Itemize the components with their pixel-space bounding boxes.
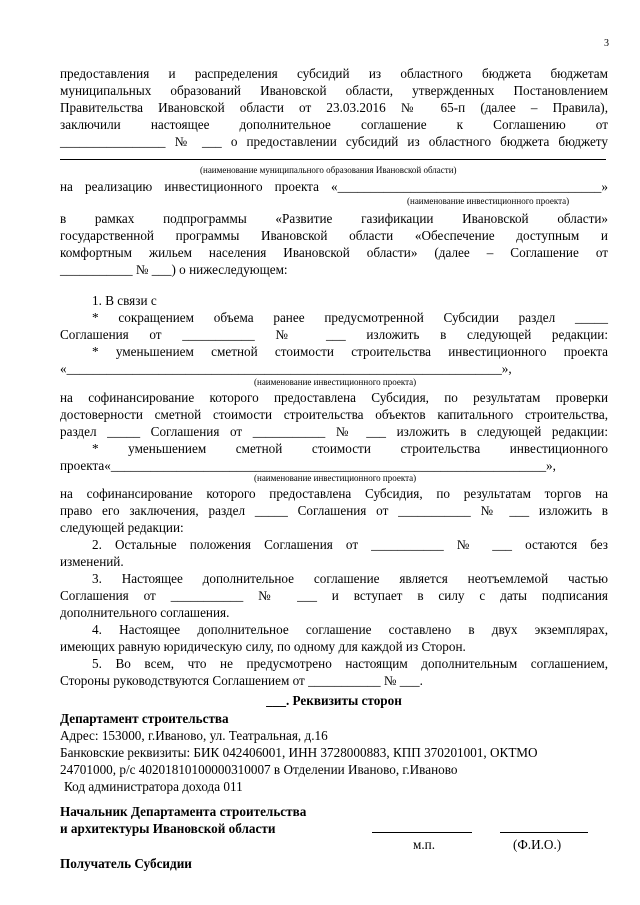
text-line: 5. Во всем, что не предусмотрено настоящим дополнительным соглашением, [92, 656, 608, 671]
name-line [500, 832, 588, 833]
text-line: предоставления и распределения субсидий из областного бюджета бюджетам [60, 66, 608, 81]
full-name-label: (Ф.И.О.) [513, 837, 562, 852]
text-line: муниципальных образований Ивановской области, утвержденных Постановлением [60, 83, 608, 98]
organization-name: Департамент строительства [60, 711, 229, 726]
signatory-title: и архитектуры Ивановской области [60, 821, 276, 836]
text-line: право его заключения, раздел _____ Соглашения от ___________ № ___ изложить в [60, 503, 608, 518]
paragraph-1-intro: 1. В связи с [92, 293, 157, 308]
text-line: ___________ № ___) о нижеследующем: [60, 262, 288, 277]
text-line: на софинансирование которого предоставлена Субсидия, по результатам торгов на [60, 486, 608, 501]
field-caption: (наименование инвестиционного проекта) [407, 196, 570, 206]
address: Адрес: 153000, г.Иваново, ул. Театральная, д.16 [60, 728, 328, 743]
text-line: * сокращением объема ранее предусмотренной Субсидии раздел _____ [92, 310, 608, 325]
blank-line [60, 159, 606, 160]
text-line: «__________________________________________________________________», [60, 361, 512, 376]
recipient-label: Получатель Субсидии [60, 856, 192, 871]
text-line: проекта«__________________________________________________________________», [60, 458, 556, 473]
field-caption: (наименование муниципального образования Ивановской области) [200, 165, 457, 175]
text-line: комфортным жильем населения Ивановской области» (далее – Соглашение от [60, 245, 608, 260]
page-number: 3 [604, 38, 609, 49]
text-line: Соглашения от ___________ № ___ изложить в следующей редакции: [60, 327, 608, 342]
text-line: ________________ № ___ о предоставлении субсидий из областного бюджета бюджету [60, 134, 608, 149]
text-line: 4. Настоящее дополнительное соглашение составлено в двух экземплярах, [92, 622, 608, 637]
stamp-place-label: м.п. [413, 837, 435, 852]
text-line: достоверности сметной стоимости строительства объектов капитального строительства, [60, 407, 608, 422]
field-caption: (наименование инвестиционного проекта) [254, 473, 417, 483]
text-line: в рамках подпрограммы «Развитие газификации Ивановской области» [60, 211, 608, 226]
text-line: раздел _____ Соглашения от ___________ № ___ изложить в следующей редакции: [60, 424, 608, 439]
text-line: 2. Остальные положения Соглашения от ___________ № ___ остаются без [92, 537, 608, 552]
text-line: * уменьшением сметной стоимости строительства инвестиционного проекта [92, 344, 608, 359]
signature-line [372, 832, 472, 833]
text-line: изменений. [60, 554, 124, 569]
text-line: следующей редакции: [60, 520, 184, 535]
text-line: Соглашения от ___________ № ___ и вступает в силу с даты подписания [60, 588, 608, 603]
text-line: заключили настоящее дополнительное соглашение к Соглашению от [60, 117, 608, 132]
signatory-title: Начальник Департамента строительства [60, 804, 307, 819]
text-line: государственной программы Ивановской области «Обеспечение доступным и [60, 228, 608, 243]
text-line: на софинансирование которого предоставлена Субсидия, по результатам проверки [60, 390, 608, 405]
text-line: * уменьшением сметной стоимости строительства инвестиционного [92, 441, 608, 456]
text-line: дополнительного соглашения. [60, 605, 230, 620]
bank-details: Банковские реквизиты: БИК 042406001, ИНН 3728000883, КПП 370201001, ОКТМО [60, 745, 538, 760]
bank-details: 24701000, р/с 40201810100000310007 в Отделении Иваново, г.Иваново [60, 762, 458, 777]
revenue-admin-code: Код администратора дохода 011 [64, 779, 243, 794]
text-line: Правительства Ивановской области от 23.03.2016 № 65-п (далее – Правила), [60, 100, 608, 115]
text-line: имеющих равную юридическую силу, по одному для каждой из Сторон. [60, 639, 466, 654]
requisites-heading: ___. Реквизиты сторон [266, 693, 402, 708]
text-line: на реализацию инвестиционного проекта «________________________________________» [60, 179, 608, 194]
text-line: 3. Настоящее дополнительное соглашение является неотъемлемой частью [92, 571, 608, 586]
field-caption: (наименование инвестиционного проекта) [254, 377, 417, 387]
text-line: Стороны руководствуются Соглашением от ___________ № ___. [60, 673, 423, 688]
